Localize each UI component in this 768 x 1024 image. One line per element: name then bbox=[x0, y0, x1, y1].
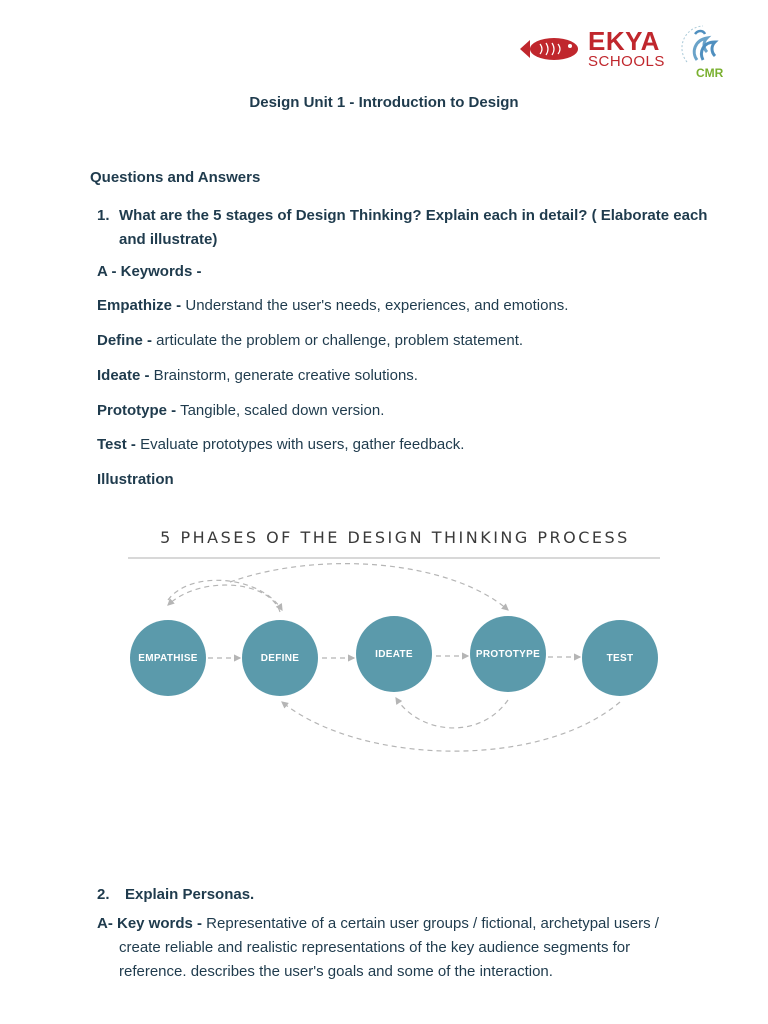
logo-cmr-text: CMR bbox=[696, 66, 724, 80]
stage-desc: Tangible, scaled down version. bbox=[176, 402, 385, 419]
question-1 bbox=[97, 204, 737, 252]
stage-desc: Understand the user's needs, experiences, and emotions. bbox=[181, 297, 569, 314]
phase-prototype: PROTOTYPE bbox=[470, 616, 546, 692]
question-2 bbox=[97, 886, 254, 903]
stage-define bbox=[97, 332, 523, 349]
answer-2-line1: Representative of a certain user groups / fictional, archetypal users / bbox=[202, 915, 659, 932]
arrow-over-to-prototype bbox=[230, 564, 508, 610]
answer-2-line2: create reliable and realistic representations of the key audience segments for bbox=[119, 939, 631, 956]
stage-desc: Brainstorm, generate creative solutions. bbox=[149, 367, 418, 384]
stage-prototype bbox=[97, 402, 384, 419]
arrow-define-to-empathise bbox=[168, 585, 280, 612]
header-logos bbox=[518, 22, 748, 84]
keywords-label: A - Keywords - bbox=[97, 263, 202, 280]
answer-2-line3: reference. describes the user's goals and some of the interaction. bbox=[119, 963, 553, 980]
question-1-text-line1: What are the 5 stages of Design Thinking? Explain each in detail? ( Elaborate each bbox=[119, 207, 708, 224]
phase-test: TEST bbox=[582, 620, 658, 696]
question-2-text: Explain Personas. bbox=[125, 886, 255, 903]
arrow-prototype-back-ideate bbox=[396, 698, 508, 728]
section-heading: Questions and Answers bbox=[90, 169, 261, 186]
diagram-title: 5 PHASES OF THE DESIGN THINKING PROCESS bbox=[160, 528, 630, 547]
stage-term: Ideate - bbox=[97, 367, 150, 384]
stage-desc: articulate the problem or challenge, problem statement. bbox=[152, 332, 524, 349]
fish-logo-icon bbox=[518, 36, 582, 62]
answer-2-label: A- Key words - bbox=[97, 915, 203, 932]
stage-term: Empathize - bbox=[97, 297, 182, 314]
answer-2 bbox=[97, 912, 717, 984]
phase-ideate: IDEATE bbox=[356, 616, 432, 692]
illustration-label: Illustration bbox=[97, 471, 174, 488]
page-title: Design Unit 1 - Introduction to Design bbox=[249, 94, 519, 111]
question-1-text-line2: and illustrate) bbox=[119, 231, 218, 248]
arrow-test-back-define bbox=[282, 702, 620, 751]
question-2-number: 2. bbox=[97, 886, 110, 903]
phase-empathise: EMPATHISE bbox=[130, 620, 206, 696]
question-1-number: 1. bbox=[97, 207, 110, 224]
stage-term: Define - bbox=[97, 332, 153, 349]
cmr-swan-logo-icon bbox=[673, 22, 733, 68]
stage-test bbox=[97, 436, 464, 453]
stage-term: Prototype - bbox=[97, 402, 177, 419]
stage-term: Test - bbox=[97, 436, 136, 453]
logo-ekya-text: EKYA bbox=[588, 26, 660, 56]
stage-ideate bbox=[97, 367, 418, 384]
stage-desc: Evaluate prototypes with users, gather feedback. bbox=[135, 436, 465, 453]
stage-empathize bbox=[97, 297, 568, 314]
phase-define: DEFINE bbox=[242, 620, 318, 696]
logo-schools-text: SCHOOLS bbox=[588, 53, 665, 70]
design-thinking-diagram bbox=[120, 520, 670, 765]
